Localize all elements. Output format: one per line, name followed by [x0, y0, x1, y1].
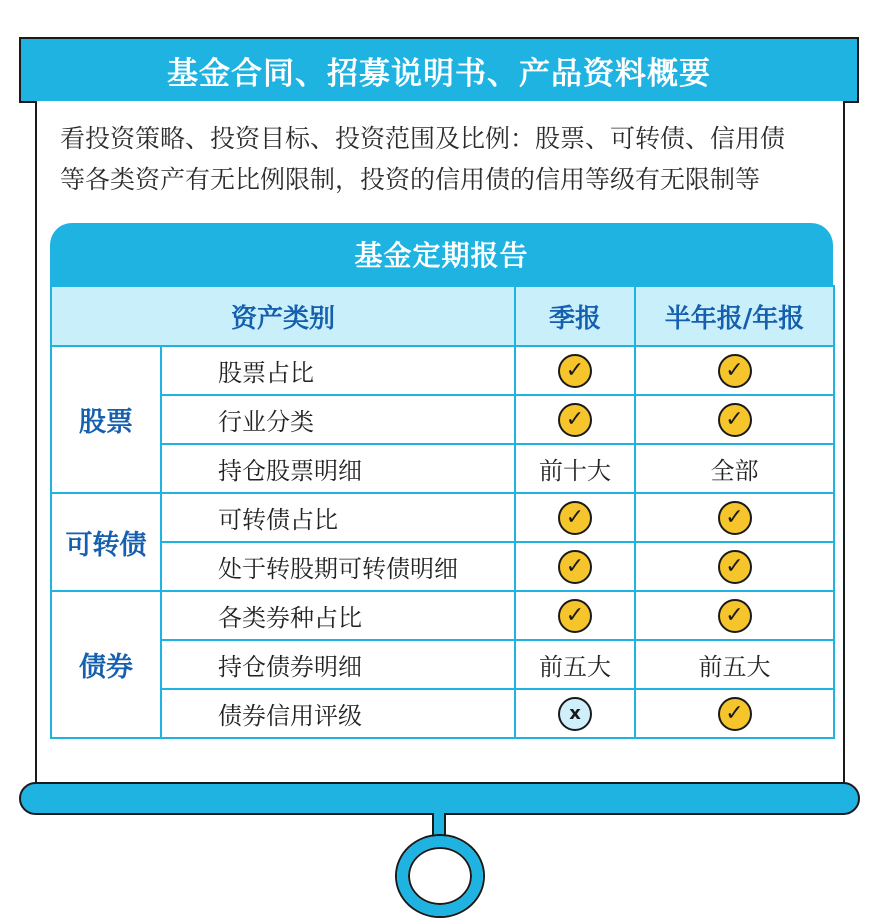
table-row [51, 689, 834, 738]
item-label: 债券信用评级 [161, 689, 515, 738]
report-title: 基金定期报告 [354, 239, 529, 272]
table-row [51, 395, 834, 444]
table-row [51, 591, 834, 640]
group-label: 债券 [51, 591, 161, 738]
annual-cell [635, 689, 834, 738]
item-label: 各类券种占比 [161, 591, 515, 640]
intro-text [60, 118, 830, 200]
annual-cell [635, 346, 834, 395]
check-icon: ✓ [718, 354, 752, 388]
quarterly-cell: 前十大 [515, 444, 635, 493]
item-label: 持仓债券明细 [161, 640, 515, 689]
intro-line: 看投资策略、投资目标、投资范围及比例：股票、可转债、信用债 [60, 124, 786, 153]
check-icon: ✓ [718, 697, 752, 731]
report-header [50, 223, 833, 285]
check-icon: ✓ [718, 403, 752, 437]
header-quarterly: 季报 [515, 286, 635, 346]
check-icon: ✓ [558, 354, 592, 388]
table-row [51, 493, 834, 542]
check-icon: ✓ [718, 599, 752, 633]
annual-cell: 前五大 [635, 640, 834, 689]
quarterly-cell [515, 395, 635, 444]
item-label: 股票占比 [161, 346, 515, 395]
annual-cell [635, 542, 834, 591]
quarterly-cell [515, 689, 635, 738]
quarterly-cell [515, 493, 635, 542]
annual-cell [635, 395, 834, 444]
title-banner [19, 37, 859, 103]
check-icon: ✓ [558, 501, 592, 535]
table-header-row [51, 286, 834, 346]
table-row [51, 444, 834, 493]
item-label: 处于转股期可转债明细 [161, 542, 515, 591]
table-row [51, 346, 834, 395]
check-icon: ✓ [718, 501, 752, 535]
cross-icon: x [558, 697, 592, 731]
item-label: 持仓股票明细 [161, 444, 515, 493]
annual-cell [635, 591, 834, 640]
hanger-ring-icon [397, 836, 483, 916]
bottom-bar [19, 782, 860, 815]
item-label: 行业分类 [161, 395, 515, 444]
quarterly-cell [515, 542, 635, 591]
header-asset-class: 资产类别 [51, 286, 515, 346]
check-icon: ✓ [558, 550, 592, 584]
banner-title: 基金合同、招募说明书、产品资料概要 [167, 55, 711, 92]
intro-line: 等各类资产有无比例限制，投资的信用债的信用等级有无限制等 [60, 165, 761, 194]
table-row [51, 640, 834, 689]
check-icon: ✓ [558, 599, 592, 633]
quarterly-cell: 前五大 [515, 640, 635, 689]
item-label: 可转债占比 [161, 493, 515, 542]
group-label: 可转债 [51, 493, 161, 591]
report-card [50, 223, 833, 745]
annual-cell: 全部 [635, 444, 834, 493]
check-icon: ✓ [718, 550, 752, 584]
quarterly-cell [515, 591, 635, 640]
check-icon: ✓ [558, 403, 592, 437]
annual-cell [635, 493, 834, 542]
header-annual: 半年报/年报 [635, 286, 834, 346]
report-table [50, 285, 835, 739]
table-row [51, 542, 834, 591]
quarterly-cell [515, 346, 635, 395]
group-label: 股票 [51, 346, 161, 493]
